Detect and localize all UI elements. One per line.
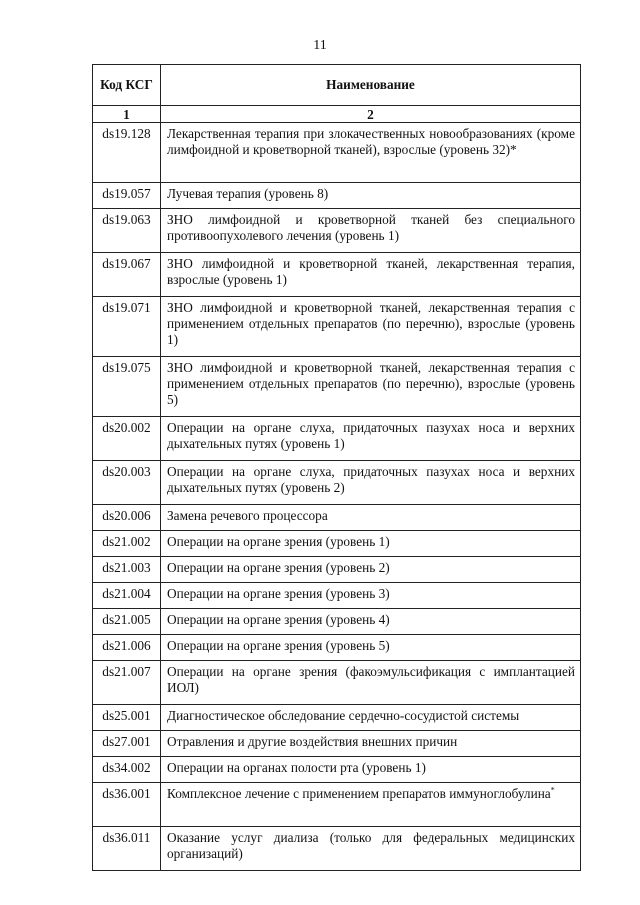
ksg-name-cell xyxy=(161,209,581,253)
table-row xyxy=(93,123,581,183)
ksg-code-cell: ds19.128 xyxy=(93,123,161,183)
ksg-code-cell: ds19.071 xyxy=(93,297,161,357)
ksg-name-text: Операции на органе зрения (факоэмульсификация с имплантацией ИОЛ) xyxy=(167,664,575,695)
ksg-name-cell xyxy=(161,461,581,505)
ksg-name-text: Операции на органе слуха, придаточных пазухах носа и верхних дыхательных путях (уровень 1) xyxy=(167,420,575,451)
table-row xyxy=(93,583,581,609)
column-number-code: 1 xyxy=(93,106,161,123)
ksg-code-cell: ds19.057 xyxy=(93,183,161,209)
ksg-code-cell: ds34.002 xyxy=(93,757,161,783)
ksg-code-cell: ds21.006 xyxy=(93,635,161,661)
ksg-code-cell: ds19.067 xyxy=(93,253,161,297)
ksg-name-cell xyxy=(161,583,581,609)
ksg-name-cell xyxy=(161,757,581,783)
ksg-name-text: Операции на органе зрения (уровень 5) xyxy=(167,638,390,653)
ksg-name-cell xyxy=(161,357,581,417)
ksg-name-cell xyxy=(161,505,581,531)
ksg-name-text: Операции на органе слуха, придаточных пазухах носа и верхних дыхательных путях (уровень 2) xyxy=(167,464,575,495)
ksg-code-cell: ds21.003 xyxy=(93,557,161,583)
ksg-name-text: Оказание услуг диализа (только для федеральных медицинских организаций) xyxy=(167,830,575,861)
ksg-name-text: Операции на органе зрения (уровень 3) xyxy=(167,586,390,601)
ksg-code-cell: ds21.002 xyxy=(93,531,161,557)
ksg-name-text: ЗНО лимфоидной и кроветворной тканей без специального противоопухолевого лечения (уровень 1) xyxy=(167,212,575,243)
ksg-code-cell: ds36.001 xyxy=(93,783,161,827)
ksg-name-cell xyxy=(161,123,581,183)
table-row xyxy=(93,661,581,705)
ksg-name-text: ЗНО лимфоидной и кроветворной тканей, лекарственная терапия с применением отдельных препаратов (по перечню), взрослые (уровень 1) xyxy=(167,300,575,347)
table-row xyxy=(93,183,581,209)
table-row xyxy=(93,783,581,827)
ksg-name-text: Отравления и другие воздействия внешних причин xyxy=(167,734,458,749)
ksg-code-cell: ds20.006 xyxy=(93,505,161,531)
ksg-name-cell xyxy=(161,609,581,635)
table-row xyxy=(93,505,581,531)
table-row xyxy=(93,253,581,297)
ksg-name-text: Лекарственная терапия при злокачественных новообразованиях (кроме лимфоидной и кроветворной тканей), взрослые (уровень 32)* xyxy=(167,126,575,157)
ksg-name-text: Диагностическое обследование сердечно-сосудистой системы xyxy=(167,708,520,723)
ksg-code-cell: ds21.005 xyxy=(93,609,161,635)
table-row xyxy=(93,531,581,557)
table-row xyxy=(93,731,581,757)
header-name: Наименование xyxy=(161,65,581,106)
ksg-code-cell: ds25.001 xyxy=(93,705,161,731)
ksg-name-text: Операции на органе зрения (уровень 4) xyxy=(167,612,390,627)
ksg-name-text: Операции на органах полости рта (уровень 1) xyxy=(167,760,426,775)
table-row xyxy=(93,357,581,417)
ksg-table xyxy=(92,64,581,871)
ksg-name-cell xyxy=(161,297,581,357)
ksg-code-cell: ds19.075 xyxy=(93,357,161,417)
table-row xyxy=(93,417,581,461)
column-number-row xyxy=(93,106,581,123)
ksg-name-text: ЗНО лимфоидной и кроветворной тканей, лекарственная терапия с применением отдельных препаратов (по перечню), взрослые (уровень 5) xyxy=(167,360,575,407)
ksg-code-cell: ds36.011 xyxy=(93,827,161,871)
table-row xyxy=(93,757,581,783)
ksg-name-cell xyxy=(161,557,581,583)
table-row xyxy=(93,827,581,871)
table-row xyxy=(93,461,581,505)
table-header-row xyxy=(93,65,581,106)
ksg-code-cell: ds20.002 xyxy=(93,417,161,461)
ksg-name-cell xyxy=(161,827,581,871)
ksg-name-cell xyxy=(161,705,581,731)
ksg-name-text: Комплексное лечение с применением препаратов иммуноглобулина xyxy=(167,786,551,801)
ksg-name-text: Операции на органе зрения (уровень 1) xyxy=(167,534,390,549)
ksg-name-cell xyxy=(161,731,581,757)
ksg-code-cell: ds21.004 xyxy=(93,583,161,609)
ksg-name-cell xyxy=(161,417,581,461)
ksg-code-cell: ds20.003 xyxy=(93,461,161,505)
ksg-code-cell: ds19.063 xyxy=(93,209,161,253)
table-row xyxy=(93,209,581,253)
footnote-mark: * xyxy=(550,785,555,795)
table-row xyxy=(93,705,581,731)
ksg-name-cell xyxy=(161,635,581,661)
ksg-name-cell xyxy=(161,253,581,297)
ksg-name-text: ЗНО лимфоидной и кроветворной тканей, лекарственная терапия, взрослые (уровень 1) xyxy=(167,256,575,287)
ksg-name-text: Замена речевого процессора xyxy=(167,508,328,523)
column-number-name: 2 xyxy=(161,106,581,123)
ksg-name-text: Операции на органе зрения (уровень 2) xyxy=(167,560,390,575)
table-body xyxy=(93,123,581,871)
table-row xyxy=(93,635,581,661)
table-row xyxy=(93,297,581,357)
ksg-name-cell xyxy=(161,661,581,705)
page-number: 11 xyxy=(313,38,327,53)
ksg-code-cell: ds27.001 xyxy=(93,731,161,757)
ksg-name-text: Лучевая терапия (уровень 8) xyxy=(167,186,329,201)
ksg-name-cell xyxy=(161,531,581,557)
ksg-name-cell xyxy=(161,183,581,209)
ksg-code-cell: ds21.007 xyxy=(93,661,161,705)
table-row xyxy=(93,609,581,635)
table-row xyxy=(93,557,581,583)
header-code: Код КСГ xyxy=(93,65,161,106)
ksg-name-cell xyxy=(161,783,581,827)
